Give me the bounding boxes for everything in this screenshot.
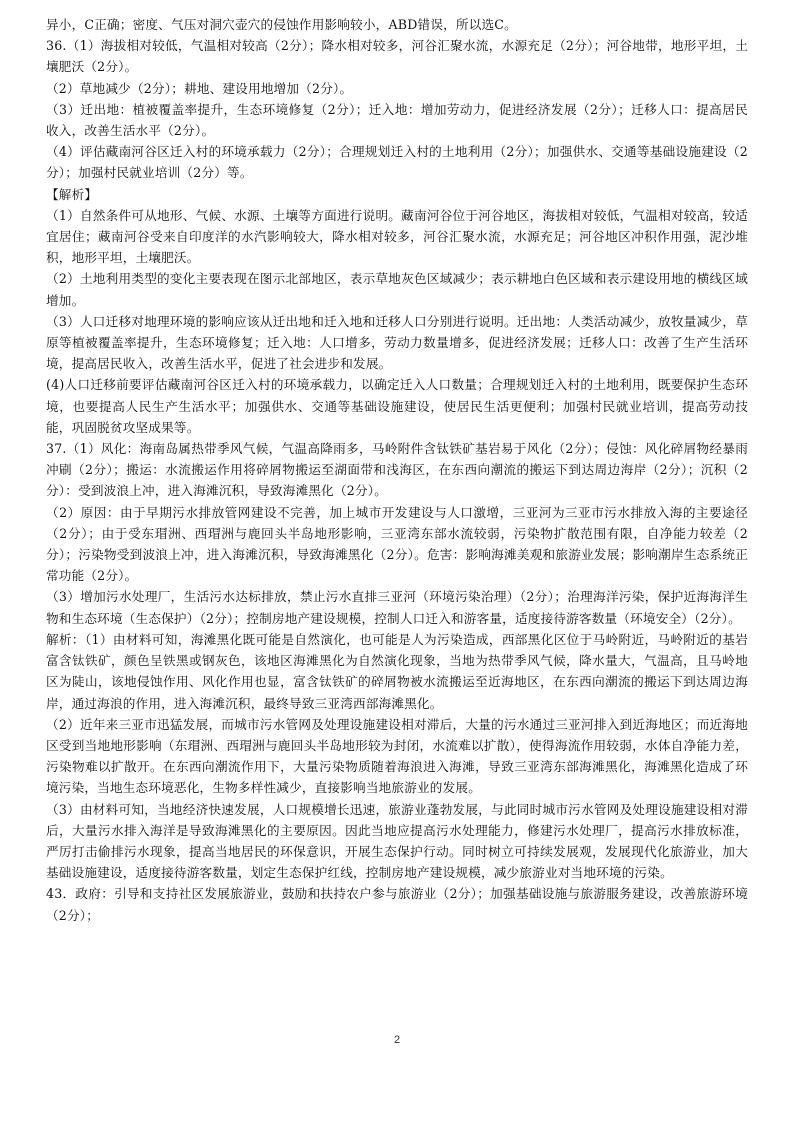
paragraph: 异小，C正确；密度、气压对洞穴壶穴的侵蚀作用影响较小，ABD错误，所以选C。 xyxy=(46,17,517,32)
paragraph: （3）增加污水处理厂，生活污水达标排放，禁止污水直排三亚河（环境污染治理）（2分）；治理海洋污染，保护近海海洋生物和生态环境（生态保护）（2分）；控制房地产建设规模，控制人口迁入和游客量，适度接待游客数量（环境安全）（2分）。 xyxy=(46,589,748,626)
paragraph: （4）评估藏南河谷区迁入村的环境承载力（2分）；合理规划迁入村的土地利用（2分）；加强供水、交通等基础设施建设（2分）；加强村民就业培训（2分）等。 xyxy=(46,144,748,181)
paragraph: （1）自然条件可从地形、气候、水源、土壤等方面进行说明。藏南河谷位于河谷地区，海拔相对较低，气温相对较高，较适宜居住；藏南河谷受来自印度洋的水汽影响较大，降水相对较多，河谷汇聚水流，水源充足；河谷地区冲积作用强，泥沙堆积，地形平坦，土壤肥沃。 xyxy=(46,207,748,266)
paragraph: (4)人口迁移前要评估藏南河谷区迁入村的环境承载力，以确定迁入人口数量；合理规划迁入村的土地利用，既要保护生态环境，也要提高人民生产生活水平；加强供水、交通等基础设施建设，使居民生活更便利；加强村民就业培训，提高劳动技能，巩固脱贫攻坚成果等。 xyxy=(46,377,748,435)
paragraph: （3）人口迁移对地理环境的影响应该从迁出地和迁入地和迁移人口分别进行说明。迁出地：人类活动减少，放牧量减少，草原等植被覆盖率提升，生态环境修复；迁入地：人口增多，劳动力数量增多，促进经济发展；迁移人口：改善了生产生活环境，提高居民收入，改善生活水平，促进了社会进步和发展。 xyxy=(46,313,748,372)
paragraph: 43．政府：引导和支持社区发展旅游业，鼓励和扶持农户参与旅游业（2分）；加强基础设施与旅游服务建设，改善旅游环境（2分）； xyxy=(46,886,748,923)
paragraph: （3）迁出地：植被覆盖率提升，生态环境修复（2分）；迁入地：增加劳动力，促进经济发展（2分）；迁移人口：提高居民收入，改善生活水平（2分）。 xyxy=(46,101,748,139)
paragraph: （3）由材料可知，当地经济快速发展，人口规模增长迅速，旅游业蓬勃发展，与此同时城市污水管网及处理设施建设相对滞后，大量污水排入海洋是导致海滩黑化的主要原因。因此当地应提高污水处理能力，修建污水处理厂，提高污水排放标准，严厉打击偷排污水现象，提高当地居民的环保意识，开展生态保护行动。同时树立可持续发展观，发展现代化旅游业，加大基础设施建设，适度接待游客数量，划定生态保护红线，控制房地产建设规模，减少旅游业对当地环境的污染。 xyxy=(46,801,748,881)
paragraph: （2）原因：由于早期污水排放管网建设不完善，加上城市开发建设与人口激增，三亚河为三亚市污水排放入海的主要途径（2分）；由于受东瑁洲、西瑁洲与鹿回头半岛地形影响，三亚湾东部水流较弱，污染物扩散范围有限，自净能力较差（2分）；污染物受到波浪上冲，进入海滩沉积，导致海滩黑化（2分）。危害：影响海滩美观和旅游业发展；影响潮岸生态系统正常功能（2分）。 xyxy=(46,504,748,584)
answer-text xyxy=(46,14,748,926)
paragraph: 解析：（1）由材料可知，海滩黑化既可能是自然演化，也可能是人为污染造成，西部黑化区位于马岭附近，马岭附近的基岩富含钛铁矿，颜色呈铁黑或钢灰色，该地区海滩黑化为自然演化现象，当地为热带季风气候，降水量大，气温高，且马岭地区为陡山，该地侵蚀作用、风化作用也显，富含钛铁矿的碎屑物被水流搬运至近海地区，在东西向潮流的搬运下到达周边海岸，通过海浪的作用，进入海滩沉积，最终导致三亚湾西部海滩黑化。 xyxy=(46,631,748,711)
paragraph: （2）土地利用类型的变化主要表现在图示北部地区，表示草地灰色区域减少；表示耕地白色区域和表示建设用地的横线区域增加。 xyxy=(46,271,748,308)
page-number: 2 xyxy=(393,1034,401,1046)
paragraph: （2）草地减少（2分）；耕地、建设用地增加（2分）。 xyxy=(46,80,353,96)
paragraph: （2）近年来三亚市迅猛发展，而城市污水管网及处理设施建设相对滞后，大量的污水通过三亚河排入到近海地区；而近海地区受到当地地形影响（东瑁洲、西瑁洲与鹿回头半岛地形较为封闭，水流难以扩散），使得海流作用较弱，水体自净能力差，污染物难以扩散开。在东西向潮流作用下，大量污染物质随着海浪进入海滩，导致三亚湾东部海滩黑化，海滩黑化造成了环境污染，当地生态环境恶化，生物多样性减少，直接影响当地旅游业的发展。 xyxy=(46,716,748,796)
paragraph: 36.（1）海拔相对较低，气温相对较高（2分）；降水相对较多，河谷汇聚水流，水源充足（2分）；河谷地带，地形平坦，土壤肥沃（2分）。 xyxy=(46,38,748,75)
paragraph: 37.（1）风化：海南岛属热带季风气候，气温高降雨多，马岭附件含钛铁矿基岩易于风化（2分）；侵蚀：风化碎屑物经暴雨冲刷（2分）；搬运：水流搬运作用将碎屑物搬运至湖面带和浅海区，在东西向潮流的搬运下到达周边海岸（2分）；沉积（2分）：受到波浪上冲，进入海滩沉积，导致海滩黑化（2分）。 xyxy=(46,441,748,499)
section-heading: 【解析】 xyxy=(46,186,98,202)
